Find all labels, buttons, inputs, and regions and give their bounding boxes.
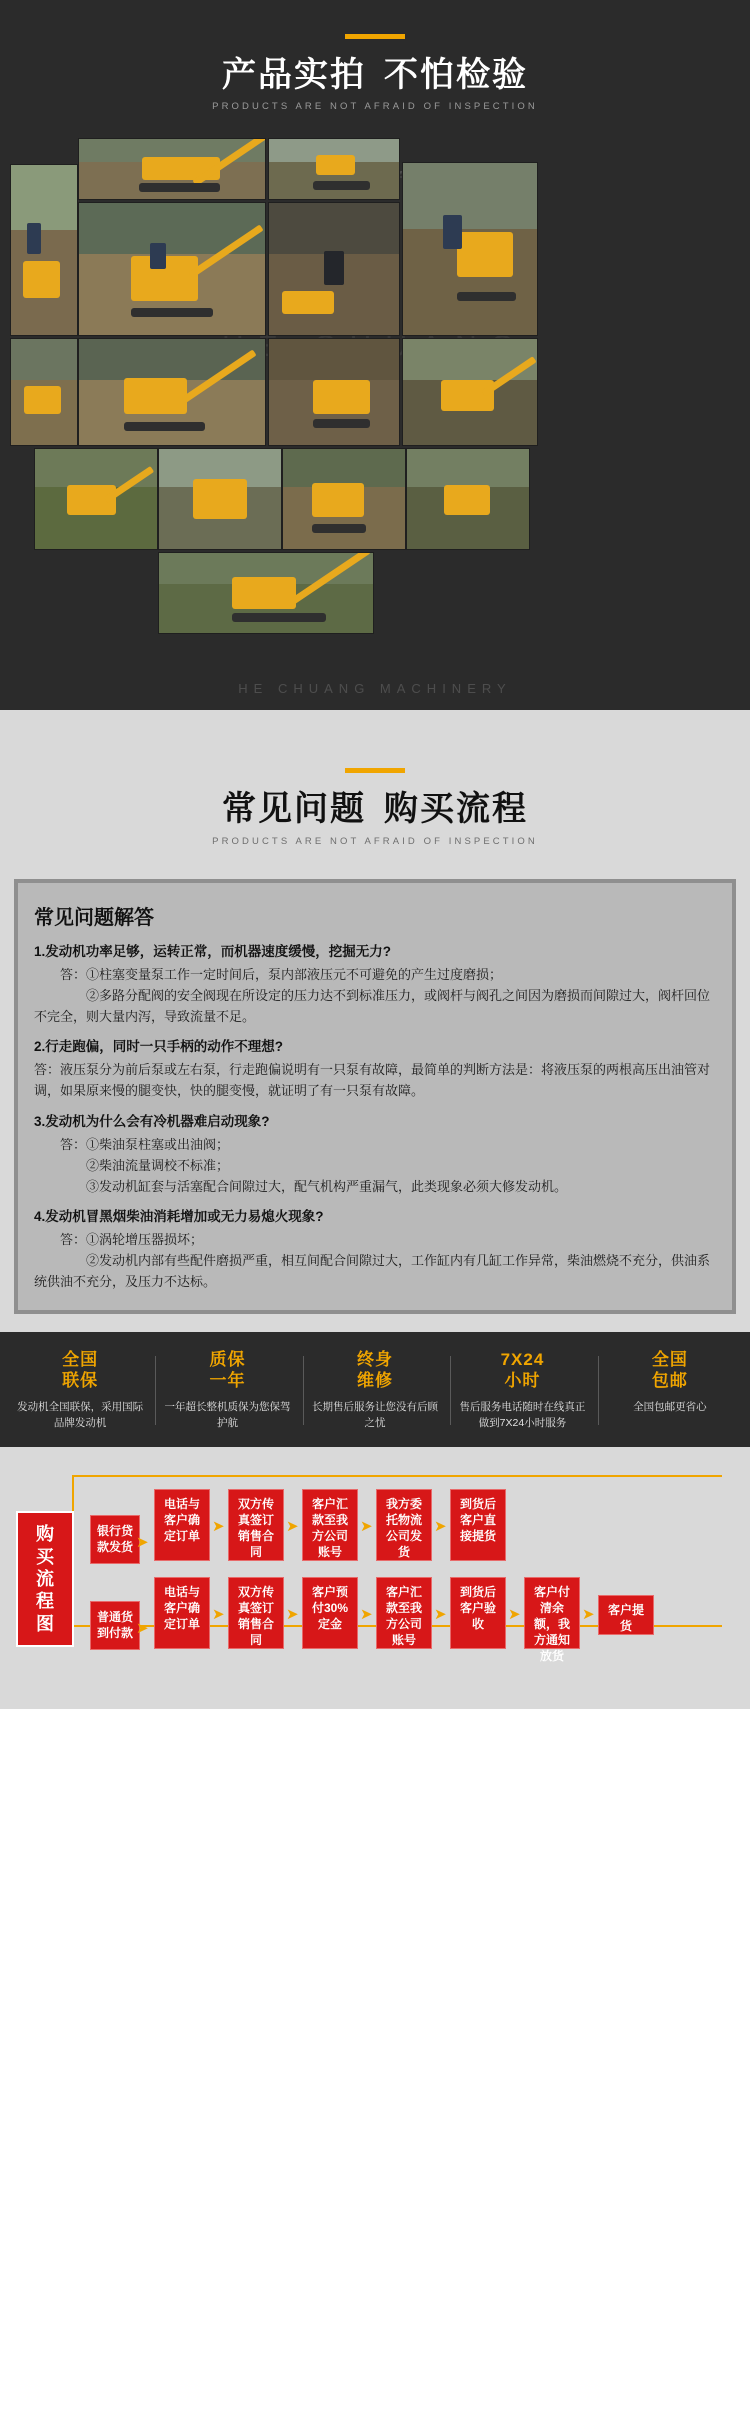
faq-answer: 答：①柴油泵柱塞或出油阀； xyxy=(60,1136,230,1152)
faq-question: 2.行走跑偏，同时一只手柄的动作不理想? xyxy=(34,1039,284,1055)
flow-row2-step-4: 客户汇款至我方公司账号 xyxy=(376,1577,432,1649)
faq-title-left: 常见问题 xyxy=(222,790,366,829)
flow-row1-step-1: 电话与客户确定订单 xyxy=(154,1489,210,1561)
photo-thumb xyxy=(78,338,266,446)
badge-desc: 长期售后服务让您没有后顾之忧 xyxy=(311,1400,438,1429)
badge-title: 全国 联保 xyxy=(62,1350,99,1391)
badge-title: 终身 维修 xyxy=(356,1350,393,1391)
faq-question: 1.发动机功率足够，运转正常，而机器速度缓慢，挖掘无力? xyxy=(34,943,392,959)
badge-title: 7X24 小时 xyxy=(500,1350,545,1391)
arrow-icon: ➤ xyxy=(136,1620,149,1638)
faq-subtitle: PRODUCTS ARE NOT AFRAID OF INSPECTION xyxy=(212,835,538,847)
faq-heading: 常见问题解答 xyxy=(34,906,154,929)
faq-title-divider xyxy=(345,768,405,773)
arrow-icon: ➤ xyxy=(286,1606,299,1624)
arrow-icon: ➤ xyxy=(360,1606,373,1624)
arrow-icon: ➤ xyxy=(508,1606,521,1624)
photo-thumb xyxy=(10,338,78,446)
faq-title-right: 购买流程 xyxy=(384,790,528,829)
flow-row2-step-1: 电话与客户确定订单 xyxy=(154,1577,210,1649)
badge-desc: 售后服务电话随时在线真正做到7X24小时服务 xyxy=(459,1400,586,1429)
faq-question: 3.发动机为什么会有冷机器难启动现象? xyxy=(34,1113,270,1129)
flow-row2-step-6: 客户付清余额，我方通知放货 xyxy=(524,1577,580,1649)
arrow-icon: ➤ xyxy=(136,1534,149,1552)
photo-thumb xyxy=(406,448,530,550)
faq-answer: ②发动机内部有些配件磨损严重，相互间配合间隙过大，工作缸内有几缸工作异常，柴油燃烧不充分，供油系统供油不充分，及压力不达标。 xyxy=(34,1253,711,1290)
photos-subtitle: PRODUCTS ARE NOT AFRAID OF INSPECTION xyxy=(212,101,538,113)
photos-title-block xyxy=(0,0,750,130)
badge-free-shipping xyxy=(600,1350,740,1431)
flow-row2-step-3: 客户预付30%定金 xyxy=(302,1577,358,1649)
photos-title-left: 产品实拍 xyxy=(222,56,366,94)
flow-row2-step-7: 客户提货 xyxy=(598,1595,654,1635)
faq-answer: 答：①涡轮增压器损坏； xyxy=(60,1232,204,1248)
purchase-flow-section xyxy=(0,1447,750,1709)
photo-thumb xyxy=(268,338,400,446)
badge-24h-hotline xyxy=(452,1350,592,1431)
photo-thumb xyxy=(10,164,78,336)
photos-title xyxy=(0,57,750,94)
flow-title: 购 买 流 程 图 xyxy=(16,1511,74,1647)
arrow-icon: ➤ xyxy=(434,1518,447,1536)
badge-title: 质保 一年 xyxy=(209,1350,246,1391)
faq-title xyxy=(0,791,750,828)
photo-thumb xyxy=(158,552,374,634)
flow-row1-step-5: 到货后客户直接提货 xyxy=(450,1489,506,1561)
faq-answer: ③发动机缸套与活塞配合间隙过大，配气机构严重漏气，此类现象必须大修发动机。 xyxy=(86,1178,568,1194)
service-badges-section xyxy=(0,1332,750,1447)
badge-title: 全国 包邮 xyxy=(651,1350,688,1391)
flow-row2-label: 普通货到付款 xyxy=(90,1601,140,1650)
faq-answer: 答：①柱塞变量泵工作一定时间后，泵内部液压元不可避免的产生过度磨损； xyxy=(60,967,503,983)
faq-title-block xyxy=(0,734,750,864)
photo-thumb xyxy=(78,138,266,200)
faq-section xyxy=(0,710,750,1332)
photo-thumb xyxy=(402,162,538,336)
photo-thumb xyxy=(158,448,282,550)
flow-row1-step-4: 我方委托物流公司发货 xyxy=(376,1489,432,1561)
photo-thumb xyxy=(268,138,400,200)
flow-row2-step-2: 双方传真签订销售合同 xyxy=(228,1577,284,1649)
arrow-icon: ➤ xyxy=(582,1606,595,1624)
product-photos-section xyxy=(0,0,750,710)
flow-row1-step-2: 双方传真签订销售合同 xyxy=(228,1489,284,1561)
arrow-icon: ➤ xyxy=(360,1518,373,1536)
photo-thumb xyxy=(34,448,158,550)
faq-answer: ②多路分配阀的安全阀现在所设定的压力达不到标准压力，或阀杆与阀孔之间因为磨损而间隙过大，阀杆回位不完全，则大量内泻，导致流量不足。 xyxy=(34,988,711,1025)
flow-row2-step-5: 到货后客户验收 xyxy=(450,1577,506,1649)
badge-lifetime-repair xyxy=(305,1350,445,1431)
watermark-bottom: HE CHUANG MACHINERY xyxy=(238,681,512,697)
photo-grid xyxy=(0,130,750,550)
faq-answer: 答：液压泵分为前后泵或左右泵，行走跑偏说明有一只泵有故障，最简单的判断方法是：将液压泵的两根高压出油管对调，如果原来慢的腿变快，快的腿变慢，就证明了有一只泵有故障。 xyxy=(34,1062,711,1099)
faq-box xyxy=(14,879,736,1315)
arrow-icon: ➤ xyxy=(434,1606,447,1624)
photo-thumb xyxy=(282,448,406,550)
flow-row1-label: 银行贷款发货 xyxy=(90,1515,140,1564)
faq-question: 4.发动机冒黑烟柴油消耗增加或无力易熄火现象? xyxy=(34,1208,324,1224)
badge-nationwide-warranty xyxy=(10,1350,150,1431)
flow-row1-step-3: 客户汇款至我方公司账号 xyxy=(302,1489,358,1561)
faq-answer: ②柴油流量调校不标准； xyxy=(86,1157,230,1173)
service-badges xyxy=(10,1350,740,1431)
flow-diagram xyxy=(10,1465,740,1683)
photos-title-right: 不怕检验 xyxy=(384,56,528,94)
photo-thumb xyxy=(402,338,538,446)
badge-desc: 发动机全国联保，采用国际品牌发动机 xyxy=(17,1400,144,1429)
photo-thumb xyxy=(78,202,266,336)
badge-desc: 全国包邮更省心 xyxy=(633,1400,707,1413)
badge-one-year-quality xyxy=(157,1350,297,1431)
badge-desc: 一年超长整机质保为您保驾护航 xyxy=(164,1400,291,1429)
arrow-icon: ➤ xyxy=(212,1606,225,1624)
arrow-icon: ➤ xyxy=(212,1518,225,1536)
arrow-icon: ➤ xyxy=(286,1518,299,1536)
title-divider xyxy=(345,34,405,39)
photo-thumb xyxy=(268,202,400,336)
